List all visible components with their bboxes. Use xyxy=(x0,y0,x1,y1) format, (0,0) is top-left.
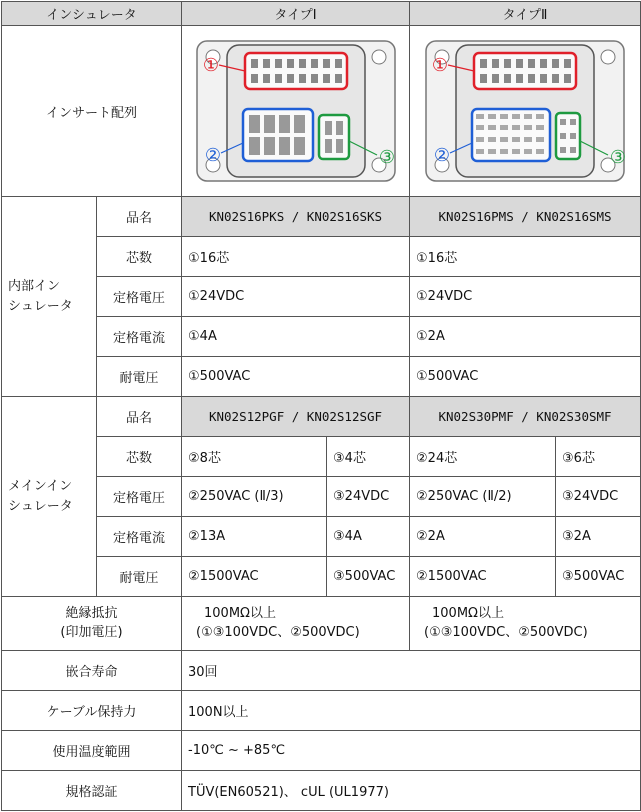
insulation-t2-line1: 100MΩ以上 xyxy=(432,605,504,621)
header-insulator: インシュレータ xyxy=(2,2,182,26)
temperature-range-label: 使用温度範囲 xyxy=(2,731,182,771)
row-label: 定格電圧 xyxy=(97,277,182,317)
cell: ②24芯 xyxy=(410,437,556,477)
cell: ①4A xyxy=(182,317,410,357)
cell: ③6芯 xyxy=(556,437,641,477)
cell: ③24VDC xyxy=(327,477,410,517)
insulation-t2-line2: (①③100VDC、②500VDC) xyxy=(424,624,588,640)
cell: ③500VAC xyxy=(556,557,641,597)
cable-retention-label: ケーブル保持力 xyxy=(2,691,182,731)
inner-group-line1: 内部イン xyxy=(8,279,61,294)
row-label: 定格電流 xyxy=(97,517,182,557)
cell: ①500VAC xyxy=(182,357,410,397)
row-label: 定格電圧 xyxy=(97,477,182,517)
row-label: 品名 xyxy=(97,397,182,437)
main-part-type1: KN02S12PGF / KN02S12SGF xyxy=(182,397,410,437)
cell: ②1500VAC xyxy=(182,557,327,597)
insulation-label-line2: (印加電圧) xyxy=(60,624,123,640)
row-label: 耐電圧 xyxy=(97,557,182,597)
insulation-type1 xyxy=(182,597,410,651)
cell: ①500VAC xyxy=(410,357,641,397)
type2-connector-image xyxy=(410,26,641,197)
marker-2: ② xyxy=(433,145,451,166)
cell: ③4芯 xyxy=(327,437,410,477)
cell: ③500VAC xyxy=(327,557,410,597)
cell: ②2A xyxy=(410,517,556,557)
certification-value: TÜV(EN60521)、 cUL (UL1977) xyxy=(182,771,641,811)
main-part-type2: KN02S30PMF / KN02S30SMF xyxy=(410,397,641,437)
cell: ②8芯 xyxy=(182,437,327,477)
marker-2: ② xyxy=(204,145,221,166)
main-group-line1: メインイン xyxy=(8,479,73,494)
cell: ①16芯 xyxy=(410,237,641,277)
marker-3: ③ xyxy=(609,147,627,168)
cell: ②250VAC (Ⅱ/2) xyxy=(410,477,556,517)
type1-connector-image xyxy=(182,26,410,197)
cell: ②13A xyxy=(182,517,327,557)
header-type1: タイプⅠ xyxy=(182,2,410,26)
mating-life-label: 嵌合寿命 xyxy=(2,651,182,691)
insulation-t1-line2: (①③100VDC、②500VDC) xyxy=(196,624,360,640)
insulation-label xyxy=(2,597,182,651)
row-label: 芯数 xyxy=(97,237,182,277)
insulation-type2 xyxy=(410,597,641,651)
row-label: 品名 xyxy=(97,197,182,237)
marker-1: ① xyxy=(202,55,219,76)
row-label: 耐電圧 xyxy=(97,357,182,397)
marker-1: ① xyxy=(431,55,449,76)
temperature-range-value: -10℃ ~ +85℃ xyxy=(182,731,641,771)
insulation-t1-line1: 100MΩ以上 xyxy=(204,605,276,621)
cell: ①16芯 xyxy=(182,237,410,277)
marker-3: ③ xyxy=(378,147,395,168)
cell: ①24VDC xyxy=(182,277,410,317)
cell: ③4A xyxy=(327,517,410,557)
row-label: 芯数 xyxy=(97,437,182,477)
header-type2: タイプⅡ xyxy=(410,2,641,26)
inner-insulator-group xyxy=(2,197,97,397)
mating-life-value: 30回 xyxy=(182,651,641,691)
cell: ①2A xyxy=(410,317,641,357)
inner-part-type1: KN02S16PKS / KN02S16SKS xyxy=(182,197,410,237)
inner-group-line2: シュレータ xyxy=(8,298,73,314)
cell: ②1500VAC xyxy=(410,557,556,597)
cell: ①24VDC xyxy=(410,277,641,317)
cell: ②250VAC (Ⅱ/3) xyxy=(182,477,327,517)
insert-layout-label: インサート配列 xyxy=(2,26,182,197)
main-group-line2: シュレータ xyxy=(8,498,73,514)
certification-label: 規格認証 xyxy=(2,771,182,811)
main-insulator-group xyxy=(2,397,97,597)
cell: ③2A xyxy=(556,517,641,557)
cell: ③24VDC xyxy=(556,477,641,517)
spec-table xyxy=(1,1,641,811)
insulation-label-line1: 絶縁抵抗 xyxy=(65,605,118,621)
inner-part-type2: KN02S16PMS / KN02S16SMS xyxy=(410,197,641,237)
cable-retention-value: 100N以上 xyxy=(182,691,641,731)
row-label: 定格電流 xyxy=(97,317,182,357)
